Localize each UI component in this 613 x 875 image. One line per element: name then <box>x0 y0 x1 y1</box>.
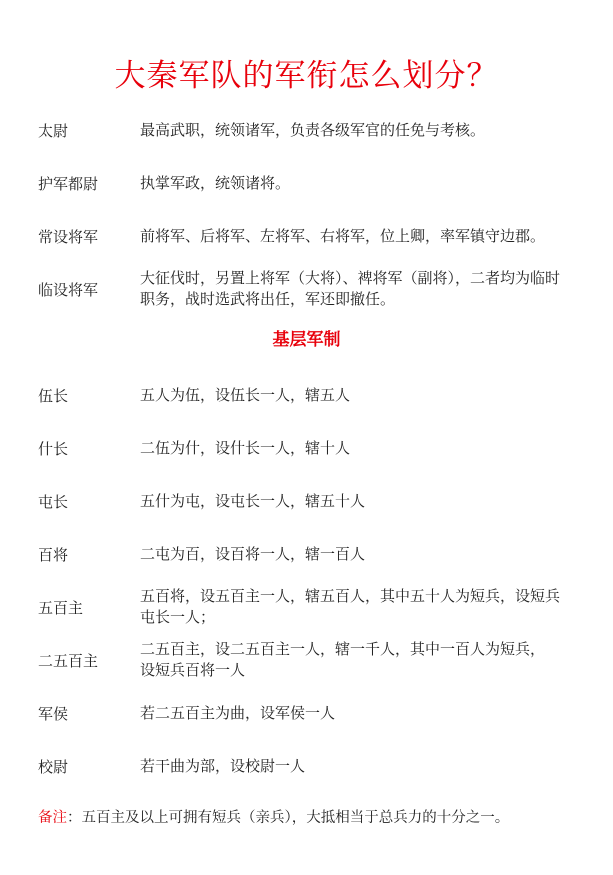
rank-desc: 二五百主，设二五百主一人，辖一千人，其中一百人为短兵，设短兵百将一人 <box>140 640 546 679</box>
rank-term: 百将 <box>38 546 69 564</box>
rank-desc: 五什为屯，设屯长一人，辖五十人 <box>140 492 366 510</box>
rank-term: 军侯 <box>38 705 69 723</box>
rank-term: 太尉 <box>38 122 69 140</box>
rank-term: 二五百主 <box>38 652 99 670</box>
footnote-separator: ： <box>67 810 82 826</box>
rank-desc: 执掌军政，统领诸将。 <box>140 174 291 192</box>
rank-desc: 二伍为什，设什长一人，辖十人 <box>140 439 351 457</box>
rank-desc: 五人为伍，设伍长一人，辖五人 <box>140 386 351 404</box>
rank-desc: 二屯为百，设百将一人，辖一百人 <box>140 545 366 563</box>
rank-desc: 若干曲为部，设校尉一人 <box>140 757 306 775</box>
rank-term: 常设将军 <box>38 228 99 246</box>
rank-desc: 五百将，设五百主一人，辖五百人，其中五十人为短兵，设短兵屯长一人； <box>140 587 561 626</box>
rank-desc: 大征伐时，另置上将军（大将）、裨将军（副将），二者均为临时职务，战时选武将出任，军还即撤任。 <box>140 269 561 308</box>
footnote-text: 五百主及以上可拥有短兵（亲兵），大抵相当于总兵力的十分之一。 <box>81 810 510 826</box>
rank-term: 伍长 <box>38 387 69 405</box>
rank-term: 校尉 <box>38 758 69 776</box>
page-title: 大秦军队的军衔怎么划分？ <box>114 58 499 94</box>
rank-term: 护军都尉 <box>38 175 99 193</box>
rank-term: 屯长 <box>38 493 69 511</box>
rank-desc: 最高武职，统领诸军，负责各级军官的任免与考核。 <box>140 121 486 139</box>
section-heading: 基层军制 <box>272 330 341 350</box>
rank-term: 什长 <box>38 440 69 458</box>
rank-desc: 前将军、后将军、左将军、右将军，位上卿，率军镇守边郡。 <box>140 227 546 245</box>
footnote-label: 备注 <box>38 810 67 826</box>
rank-desc: 若二五百主为曲，设军侯一人 <box>140 704 336 722</box>
rank-term: 临设将军 <box>38 281 99 299</box>
footnote <box>38 806 509 827</box>
rank-term: 五百主 <box>38 599 84 617</box>
